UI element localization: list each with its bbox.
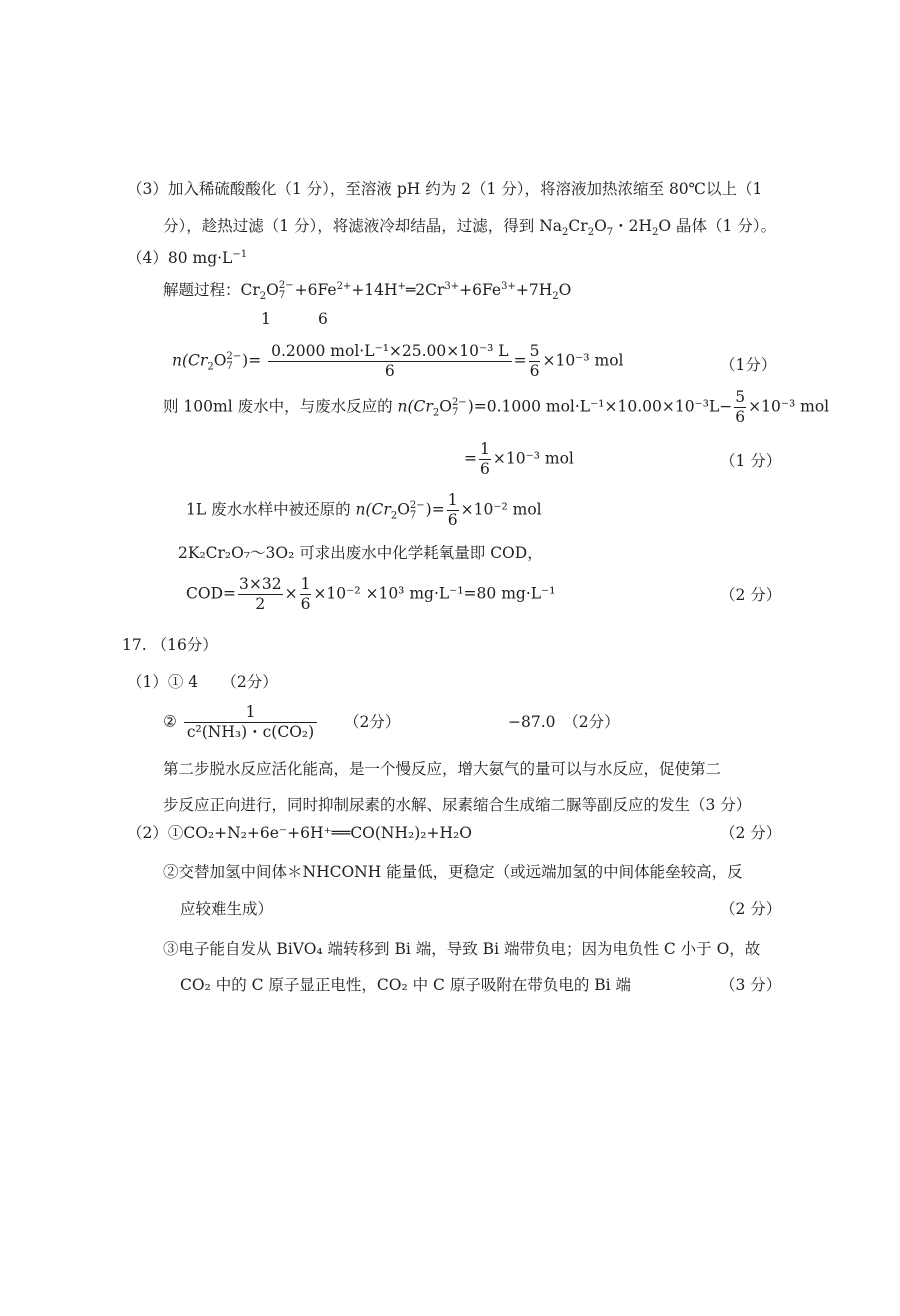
q17-p1-b-score: （2分） [344,713,401,731]
q17-p1-a: （1）① 4 （2分） [127,673,278,691]
q17-title: 17. （16分） [122,636,218,654]
fraction-k: $\frac{1}{\text{c²(NH₃)・c(CO₂)}}$ [184,703,317,742]
q17-p1-b-value: −87.0 （2分） [508,713,620,731]
p4-cod: COD= $\frac{3\times 32}{2}$ × $\frac{1}{6}$ ×10⁻² ×10³ mg·L⁻¹=80 mg·L⁻¹ [186,575,556,613]
p4-n-formula: $n(Cr_2O$ 2− 7 )= $\frac{\text{0.2000 mol·L⁻¹×25.00×10⁻³ L}}{6}$ = $\frac{5}{6}$ ×10⁻³ mol [172,342,624,380]
p4-equation: 解题过程：$Cr_2O$ 2− 7 $+6Fe^{2+}+14H^+═2Cr^{3+}+6Fe^{3+}+7H_2O$ [163,280,572,303]
fraction-1-6: $\frac{1}{6}$ [480,440,490,478]
p3-line1: （3）加入稀硫酸酸化（1 分），至溶液 pH 约为 2（1 分），将溶液加热浓缩至 80℃以上（1 [127,180,763,198]
score-3: （2 分） [720,586,782,604]
q17-p2-c2: CO₂ 中的 C 原子显正电性，CO₂ 中 C 原子吸附在带负电的 Bi 端 [180,976,632,994]
p4-reduced: 1L 废水水样中被还原的 $n(Cr_2O$ 2− 7 )= $\frac{1}{6}$ ×10⁻² mol [186,491,542,529]
p4-head: （4）80 $mg\cdot L^{-1}$ [127,248,248,267]
q17-p1-c2: 步反应正向进行，同时抑制尿素的水解、尿素缩合生成缩二脲等副反应的发生（3 分） [163,796,752,814]
fraction-1-6-c: $\frac{1}{6}$ [300,575,311,613]
fraction-concentration: $\frac{\text{0.2000 mol·L⁻¹×25.00×10⁻³ L}}{6}$ [268,342,511,381]
ratio-6: 6 [318,310,328,328]
score-1: （1分） [720,356,777,374]
p4-relation: 2K₂Cr₂O₇～3O₂ 可求出废水中化学耗氧量即 COD， [178,544,543,562]
q17-p2-a-score: （2 分） [720,824,782,842]
q17-p2-a: （2）①CO₂+N₂+6e⁻+6H⁺══CO(NH₂)₂+H₂O [127,824,472,842]
q17-p1-c1: 第二步脱水反应活化能高，是一个慢反应，增大氨气的量可以与水反应，促使第二 [163,760,722,778]
fraction-96-2: $\frac{3\times 32}{2}$ [238,575,282,613]
p4-then-line: 则 100ml 废水中，与废水反应的 $n(Cr_2O$ 2− 7 )=0.1000 mol·L⁻¹×10.00×10⁻³L− $\frac{5}{6}$ ×10⁻³ mol [163,388,830,426]
fraction-1-6-b: $\frac{1}{6}$ [447,491,458,529]
q17-p1-b: ② $\frac{1}{\text{c²(NH₃)・c(CO₂)}}$ [163,703,319,742]
p4-result: = $\frac{1}{6}$ ×10⁻³ mol [464,440,574,478]
q17-p2-b2: 应较难生成） [180,900,274,918]
score-2: （1 分） [720,452,782,470]
q17-p2-c1: ③电子能自发从 BiVO₄ 端转移到 Bi 端，导致 Bi 端带负电；因为电负性 C 小于 O，故 [163,940,761,958]
p3-line2: 分），趁热过滤（1 分），将滤液冷却结晶，过滤，得到 $Na_2Cr_2O_7$・$2H_2O$ 晶体（1 分）。 [163,217,777,239]
fraction-5-6: $\frac{5}{6}$ [529,342,540,380]
q17-p2-c-score: （3 分） [720,976,782,994]
ratio-1: 1 [261,310,271,328]
fraction-5-6-b: $\frac{5}{6}$ [735,388,746,426]
q17-p2-b1: ②交替加氢中间体＊NHCONH 能量低，更稳定（或远端加氢的中间体能垒较高，反 [163,863,743,881]
q17-p2-b-score: （2 分） [720,900,782,918]
